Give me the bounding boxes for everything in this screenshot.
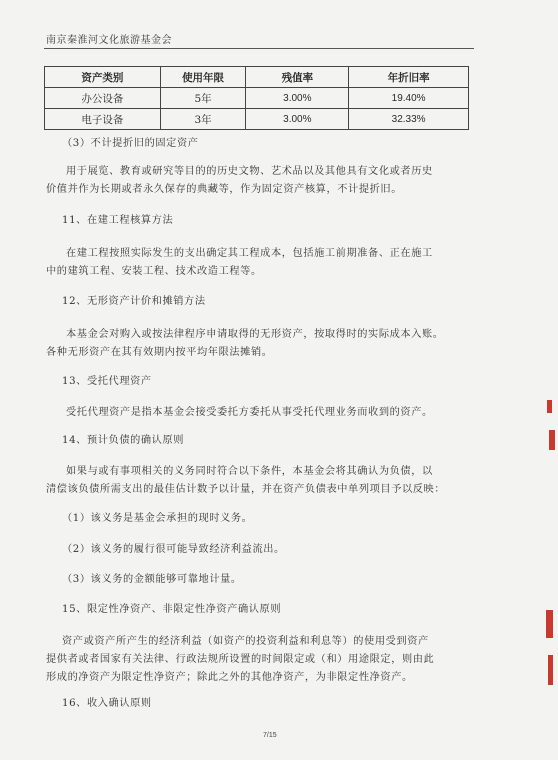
table-cell: 电子设备: [45, 109, 161, 130]
table-cell: 3.00%: [246, 88, 349, 109]
paragraph-line: 在建工程按照实际发生的支出确定其工程成本，包括施工前期准备、正在施工: [66, 248, 433, 259]
page-number: 7/15: [263, 732, 277, 739]
paragraph-line: 中的建筑工程、安装工程、技术改造工程等。: [46, 266, 262, 277]
paragraph-line: 受托代理资产是指本基金会接受委托方委托从事受托代理业务而收到的资产。: [66, 407, 433, 418]
table-header-cell: 资产类别: [45, 67, 161, 88]
list-item: （1）该义务是基金会承担的现时义务。: [62, 513, 253, 524]
paragraph-line: 价值并作为长期或者永久保存的典藏等，作为固定资产核算，不计提折旧。: [46, 184, 402, 195]
section-heading: 16、收入确认原则: [62, 698, 152, 709]
list-item: （3）该义务的金额能够可靠地计量。: [62, 574, 242, 585]
table-cell: 办公设备: [45, 88, 161, 109]
section-heading: 11、在建工程核算方法: [62, 215, 174, 226]
table-row: [45, 88, 469, 109]
seal-fragment: [548, 655, 553, 685]
table-header-cell: 残值率: [246, 67, 349, 88]
table-header-cell: 年折旧率: [349, 67, 469, 88]
table-cell: 3年: [160, 109, 246, 130]
section-heading: 15、限定性净资产、非限定性净资产确认原则: [62, 604, 282, 615]
paragraph-line: 清偿该负债所需支出的最佳估计数予以计量，并在资产负债表中单列项目予以反映：: [46, 484, 446, 495]
paragraph-line: 各种无形资产在其有效期内按平均年限法摊销。: [46, 347, 273, 358]
seal-fragment: [546, 610, 553, 638]
seal-fragment: [549, 430, 555, 450]
depreciation-table: [44, 66, 469, 130]
subsection-heading: （3）不计提折旧的固定资产: [62, 138, 199, 149]
table-cell: 3.00%: [246, 109, 349, 130]
seal-fragment: [547, 400, 552, 413]
paragraph-line: 用于展览、教育或研究等目的的历史文物、艺术品以及其他具有文化或者历史: [66, 166, 433, 177]
table-header-row: [45, 67, 469, 88]
section-heading: 14、预计负债的确认原则: [62, 435, 185, 446]
paragraph-line: 形成的净资产为限定性净资产；除此之外的其他净资产，为非限定性净资产。: [46, 672, 413, 683]
header-divider: [44, 48, 474, 49]
table-cell: 5年: [160, 88, 246, 109]
paragraph-line: 本基金会对购入或按法律程序申请取得的无形资产，按取得时的实际成本入账。: [66, 329, 444, 340]
paragraph-line: 提供者或者国家有关法律、行政法规所设置的时间限定或（和）用途限定，则由此: [46, 654, 435, 665]
paragraph-line: 如果与或有事项相关的义务同时符合以下条件，本基金会将其确认为负债，以: [66, 466, 433, 477]
section-heading: 12、无形资产计价和摊销方法: [62, 296, 206, 307]
list-item: （2）该义务的履行很可能导致经济利益流出。: [62, 544, 285, 555]
table-header-cell: 使用年限: [160, 67, 246, 88]
section-heading: 13、受托代理资产: [62, 376, 152, 387]
document-header: 南京秦淮河文化旅游基金会: [46, 35, 172, 46]
table-cell: 32.33%: [349, 109, 469, 130]
table-cell: 19.40%: [349, 88, 469, 109]
paragraph-line: 资产或资产所产生的经济利益（如资产的投资利益和利息等）的使用受到资产: [62, 636, 429, 647]
table-row: [45, 109, 469, 130]
